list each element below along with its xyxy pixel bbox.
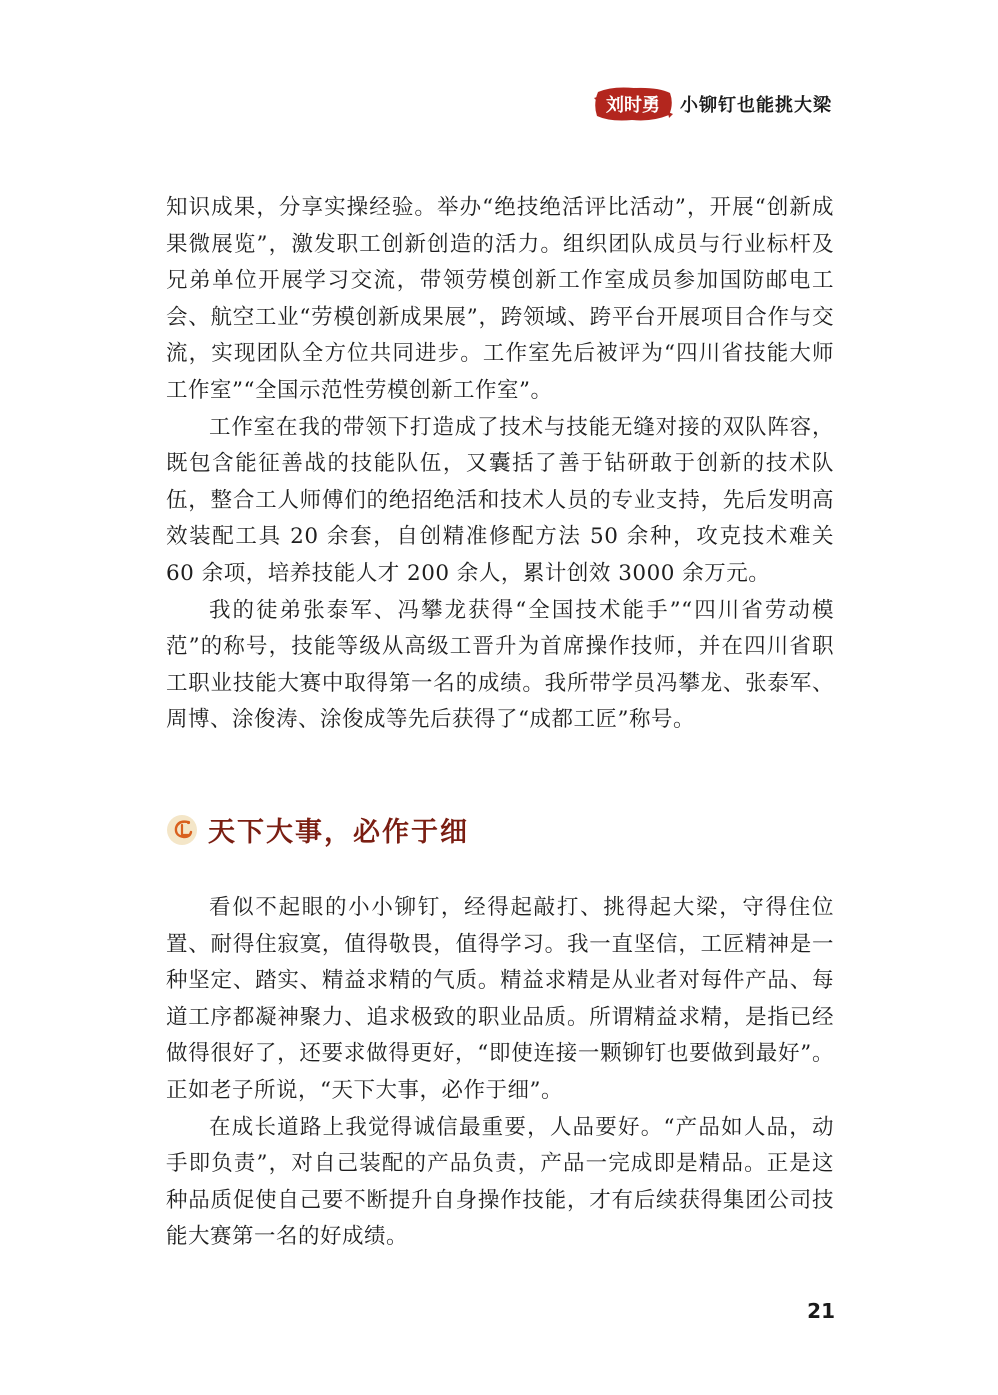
author-name-seal bbox=[592, 84, 674, 124]
paragraph: 知识成果，分享实操经验。举办“绝技绝活评比活动”，开展“创新成果微展览”，激发职工创新创造的活力。组织团队成员与行业标杆及兄弟单位开展学习交流，带领劳模创新工作室成员参加国防邮电工会、航空工业“劳模创新成果展”，跨领域、跨平台开展项目合作与交流，实现团队全方位共同进步。工作室先后被评为“四川省技能大师工作室”“全国示范性劳模创新工作室”。 bbox=[166, 195, 834, 403]
paragraph: 工作室在我的带领下打造成了技术与技能无缝对接的双队阵容，既包含能征善战的技能队伍，又囊括了善于钻研敢于创新的技术队伍，整合工人师傅们的绝招绝活和技术人员的专业支持，先后发明高效装配工具 20 余套，自创精准修配方法 50 余种，攻克技术难关 60 余项，培养技能人才 200 余人，累计创效 3000 余万元。 bbox=[166, 414, 834, 586]
paragraph: 看似不起眼的小小铆钉，经得起敲打、挑得起大梁，守得住位置、耐得住寂寞，值得敬畏，值得学习。我一直坚信，工匠精神是一种坚定、踏实、精益求精的气质。精益求精是从业者对每件产品、每道工序都凝神聚力、追求极致的职业品质。所谓精益求精，是指已经做得很好了，还要求做得更好，“即使连接一颗铆钉也要做到最好”。正如老子所说，“天下大事，必作于细”。 bbox=[166, 895, 834, 1103]
text-block-top bbox=[166, 190, 834, 739]
section-title: 天下大事，必作于细 bbox=[208, 817, 469, 848]
page-number: 21 bbox=[807, 1299, 835, 1323]
section-heading bbox=[166, 810, 469, 849]
text-block-bottom bbox=[166, 890, 834, 1256]
decorative-swirl-icon bbox=[166, 812, 202, 848]
author-name: 刘时勇 bbox=[606, 95, 660, 116]
running-header bbox=[592, 82, 832, 126]
chapter-title: 小铆钉也能挑大梁 bbox=[680, 95, 832, 116]
paragraph: 我的徒弟张泰军、冯攀龙获得“全国技术能手”“四川省劳动模范”的称号，技能等级从高级工晋升为首席操作技师，并在四川省职工职业技能大赛中取得第一名的成绩。我所带学员冯攀龙、张泰军、周博、涂俊涛、涂俊成等先后获得了“成都工匠”称号。 bbox=[166, 597, 834, 733]
paragraph: 在成长道路上我觉得诚信最重要，人品要好。“产品如人品，动手即负责”，对自己装配的产品负责，产品一完成即是精品。正是这种品质促使自己要不断提升自身操作技能，才有后续获得集团公司技能大赛第一名的好成绩。 bbox=[166, 1114, 834, 1250]
